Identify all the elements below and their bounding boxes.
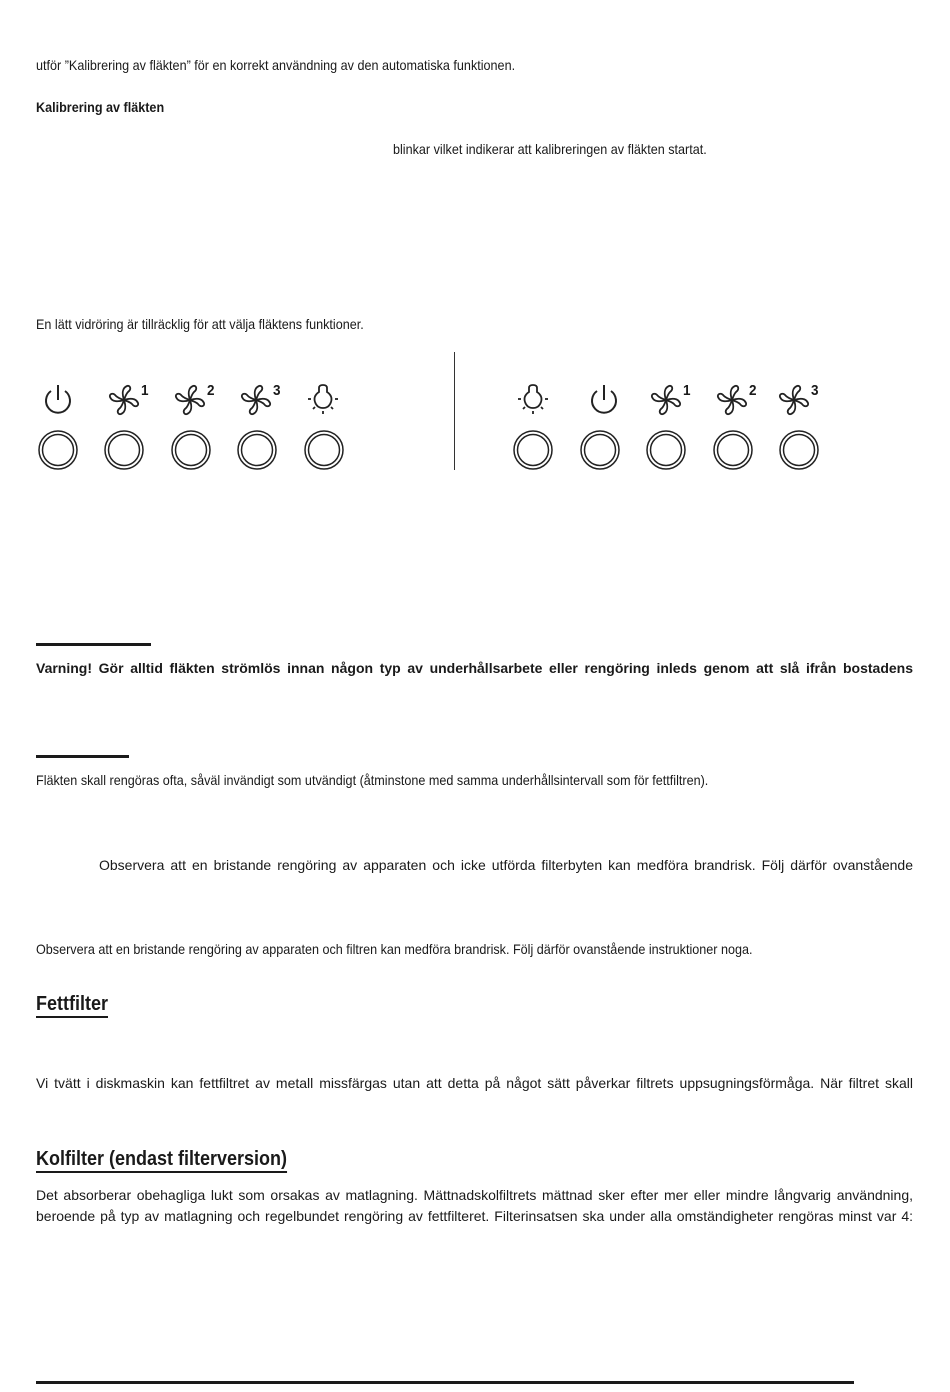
fire-risk-note-1: Observera att en bristande rengöring av apparaten och icke utförda filterbyten kan medföra brandrisk. Följ därför ovanstående: [99, 857, 913, 873]
light-icon: [515, 382, 551, 416]
kolfilter-heading: Kolfilter (endast filterversion): [36, 1148, 288, 1170]
fan-speed-icon: [238, 382, 274, 416]
fan-speed-2-touch-button[interactable]: [171, 430, 211, 470]
calibration-blink-text: blinkar vilket indikerar att kalibreringen av fläkten startat.: [393, 141, 707, 157]
fan-speed-label: 3: [273, 382, 281, 399]
dishwasher-text: Vi tvätt i diskmaskin kan fettfiltret av metall missfärgas utan att detta på något sätt påverkar filtrets uppsugningsförmåga. När filtret skall: [36, 1075, 913, 1091]
fan-speed-3-touch-button[interactable]: [237, 430, 277, 470]
clean-often-text: Fläkten skall rengöras ofta, såväl invändigt som utvändigt (åtminstone med samma underhållsintervall som för fettfiltren).: [36, 772, 709, 788]
fire-risk-note-2: Observera att en bristande rengöring av apparaten och filtren kan medföra brandrisk. Följ därför ovanstående instruktioner noga.: [36, 941, 753, 957]
section-rule: [36, 755, 129, 758]
intro-text: utför ”Kalibrering av fläkten” för en korrekt användning av den automatiska funktionen.: [36, 57, 516, 73]
panel-divider: [454, 352, 455, 470]
section-rule: [36, 643, 151, 646]
fan-speed-icon: [776, 382, 812, 416]
light-icon: [305, 382, 341, 416]
fettfilter-heading: Fettfilter: [36, 993, 108, 1015]
fan-speed-label: 3: [811, 382, 819, 399]
fan-speed-2-touch-button[interactable]: [713, 430, 753, 470]
fan-speed-icon: [714, 382, 750, 416]
fan-speed-label: 2: [749, 382, 757, 399]
fan-speed-icon: [648, 382, 684, 416]
fan-speed-label: 1: [683, 382, 691, 399]
fan-speed-label: 2: [207, 382, 215, 399]
fan-speed-icon: [106, 382, 142, 416]
footer-rule: [36, 1381, 854, 1384]
kolfilter-text-1: Det absorberar obehagliga lukt som orsakas av matlagning. Mättnadskolfiltrets mättnad sker efter mer eller mindre långvarig användning,: [36, 1187, 913, 1203]
power-icon: [40, 382, 76, 416]
fan-speed-3-touch-button[interactable]: [779, 430, 819, 470]
light-touch-button[interactable]: [513, 430, 553, 470]
fan-speed-1-touch-button[interactable]: [104, 430, 144, 470]
power-touch-button[interactable]: [580, 430, 620, 470]
fan-speed-1-touch-button[interactable]: [646, 430, 686, 470]
warning-text: Varning! Gör alltid fläkten strömlös innan någon typ av underhållsarbete eller rengöring inleds genom att slå ifrån bostadens: [36, 660, 913, 676]
power-icon: [586, 382, 622, 416]
fan-speed-label: 1: [141, 382, 149, 399]
fan-speed-icon: [172, 382, 208, 416]
light-touch-button[interactable]: [304, 430, 344, 470]
kolfilter-text-2: beroende på typ av matlagning och regelbundet rengöring av fettfilteret. Filterinsatsen ska under alla omständigheter rengöras minst var 4:: [36, 1208, 913, 1224]
touch-note-text: En lätt vidröring är tillräcklig för att välja fläktens funktioner.: [36, 316, 364, 332]
power-touch-button[interactable]: [38, 430, 78, 470]
calibration-heading: Kalibrering av fläkten: [36, 99, 165, 115]
